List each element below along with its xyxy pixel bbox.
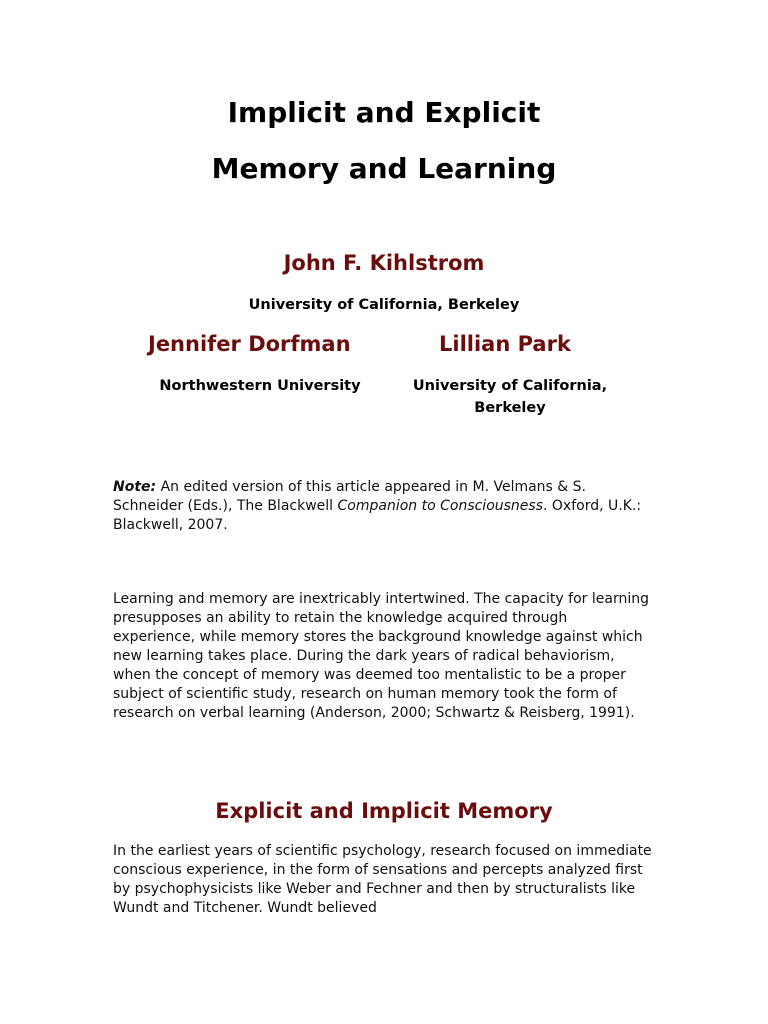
publication-note bbox=[113, 478, 653, 535]
author-park: Lillian Park bbox=[439, 332, 571, 356]
author-kihlstrom: John F. Kihlstrom bbox=[283, 251, 485, 275]
section-paragraph: In the earliest years of scientific psychology, research focused on immediate conscious experience, in the form of sensations and percepts analyzed first by psychophysicists like Weber and Fechner and then by structuralists like Wundt and Titchener. Wundt believed bbox=[113, 843, 652, 916]
note-book-title: Companion to Consciousness bbox=[337, 498, 544, 514]
note-text-before: An edited version of this article appeared in M. Velmans & S. Schneider (Eds.), The Blackwell bbox=[113, 479, 587, 514]
affiliation-dorfman: Northwestern University bbox=[159, 378, 361, 394]
note-text-after: . Oxford, U.K.: Blackwell, 2007. bbox=[113, 498, 642, 533]
section-heading: Explicit and Implicit Memory bbox=[215, 799, 553, 823]
author-dorfman: Jennifer Dorfman bbox=[148, 332, 351, 356]
note-label: Note: bbox=[113, 479, 157, 495]
affiliation-park: University of California, Berkeley bbox=[412, 378, 608, 416]
affiliation-kihlstrom: University of California, Berkeley bbox=[248, 297, 520, 313]
intro-paragraph: Learning and memory are inextricably intertwined. The capacity for learning presupposes an ability to retain the knowledge acquired through experience, while memory stores the background knowledge against which new learning takes place. During the dark years of radical behaviorism, when the concept of memory was deemed too mentalistic to be a proper subject of scientific study, research on human memory took the form of research on verbal learning (Anderson, 2000; Schwartz & Reisberg, 1991). bbox=[113, 591, 649, 721]
title-line-2: Memory and Learning bbox=[211, 152, 557, 185]
title-line-1: Implicit and Explicit bbox=[227, 96, 541, 129]
